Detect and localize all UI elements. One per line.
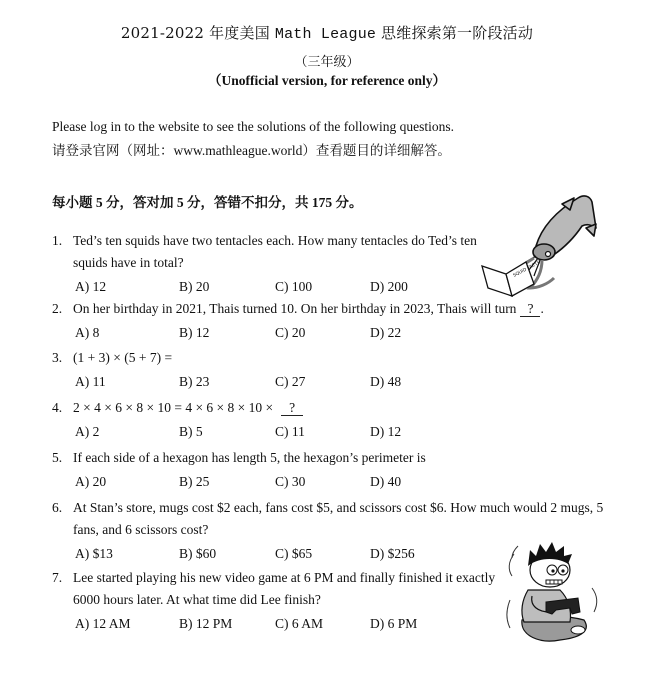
question-number: 3. (52, 350, 63, 365)
scoring-rules: 每小题 5 分，答对加 5 分，答错不扣分，共 175 分。 (52, 195, 363, 210)
question-3 (52, 347, 612, 393)
answer-choices (52, 276, 492, 298)
question-number: 1. (52, 233, 63, 248)
choice-d: D) 40 (370, 474, 402, 489)
question-5 (52, 447, 612, 493)
question-text: Lee started playing his new video game at 6 PM and finally finished it exactly 6000 hours later. At what time did Lee finish? (73, 570, 496, 607)
choice-d: D) 12 (370, 424, 402, 439)
question-1 (52, 230, 492, 298)
question-number: 6. (52, 500, 63, 515)
question-number: 2. (52, 301, 63, 316)
title-prefix: 2021-2022 年度美国 (120, 24, 275, 42)
question-text-body: 2 × 4 × 6 × 8 × 10 = 4 × 6 × 8 × 10 × (73, 400, 274, 415)
question-text (73, 397, 612, 419)
answer-choices (52, 613, 502, 635)
choice-c: C) 30 (275, 474, 306, 489)
answer-choices (52, 471, 612, 493)
question-4 (52, 397, 612, 443)
choice-a: A) 20 (75, 474, 107, 489)
question-text: (1 + 3) × (5 + 7) = (73, 350, 173, 365)
question-text (73, 298, 612, 320)
answer-blank: ? (281, 401, 303, 416)
choice-c: C) 11 (275, 424, 305, 439)
title-suffix: 思维探索第一阶段活动 (376, 24, 534, 42)
book-label: SQUID FACTS (512, 260, 542, 279)
choice-d: D) $256 (370, 546, 415, 561)
intro-english: Please log in to the website to see the solutions of the following questions. (52, 119, 454, 134)
choice-c: C) 20 (275, 325, 306, 340)
question-7 (52, 567, 502, 635)
question-number: 7. (52, 570, 63, 585)
choice-a: A) 12 (75, 279, 107, 294)
choice-c: C) 100 (275, 279, 313, 294)
page-title (0, 22, 654, 43)
answer-choices (52, 371, 612, 393)
choice-d: D) 200 (370, 279, 408, 294)
choice-c: C) $65 (275, 546, 313, 561)
choice-b: B) 12 (179, 325, 210, 340)
gamer-boy-illustration (500, 540, 604, 650)
question-text-end: . (540, 301, 544, 316)
choice-b: B) 20 (179, 279, 210, 294)
choice-a: A) 2 (75, 424, 100, 439)
grade-label: （三年级） (294, 54, 360, 69)
answer-choices (52, 322, 612, 344)
choice-a: A) 11 (75, 374, 106, 389)
question-text: If each side of a hexagon has length 5, the hexagon’s perimeter is (73, 450, 426, 465)
choice-b: B) 12 PM (179, 616, 233, 631)
choice-b: B) $60 (179, 546, 217, 561)
choice-d: D) 22 (370, 325, 402, 340)
choice-d: D) 48 (370, 374, 402, 389)
question-text-body: On her birthday in 2021, Thais turned 10. On her birthday in 2023, Thais will turn (73, 301, 517, 316)
question-text: At Stan’s store, mugs cost $2 each, fans cost $5, and scissors cost $6. How much would 2 mugs, 5 fans, and 6 scissors cost? (73, 500, 604, 537)
choice-b: B) 5 (179, 424, 203, 439)
answer-blank: ? (520, 302, 540, 317)
answer-choices (52, 421, 612, 443)
question-text: Ted’s ten squids have two tentacles each. How many tentacles do Ted’s ten squids have in total? (73, 233, 477, 270)
choice-a: A) 8 (75, 325, 100, 340)
choice-a: A) $13 (75, 546, 113, 561)
title-brand: Math League (274, 26, 377, 43)
choice-c: C) 6 AM (275, 616, 324, 631)
choice-d: D) 6 PM (370, 616, 418, 631)
question-number: 4. (52, 400, 63, 415)
unofficial-disclaimer: （Unofficial version, for reference only） (207, 73, 447, 88)
choice-b: B) 23 (179, 374, 210, 389)
choice-c: C) 27 (275, 374, 306, 389)
choice-b: B) 25 (179, 474, 210, 489)
question-number: 5. (52, 450, 63, 465)
choice-a: A) 12 AM (75, 616, 131, 631)
squid-reading-illustration (478, 188, 608, 298)
question-2 (52, 298, 612, 344)
intro-chinese: 请登录官网（网址：www.mathleague.world）查看题目的详细解答。 (52, 143, 451, 158)
